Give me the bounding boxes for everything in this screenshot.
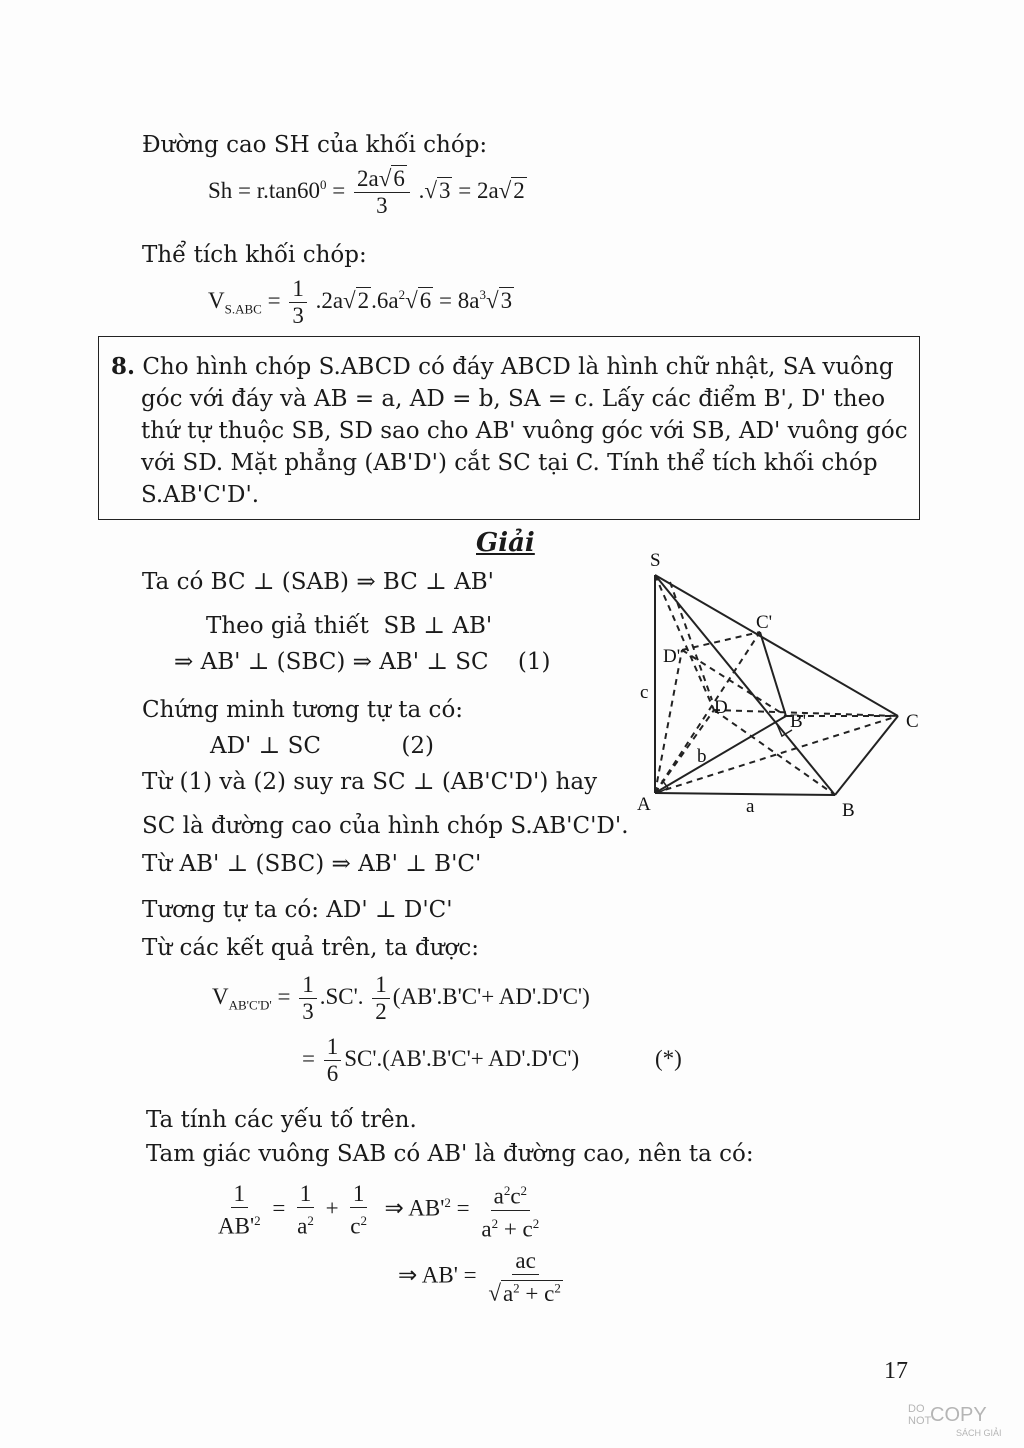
- problem-line: S.AB'C'D'.: [141, 482, 260, 508]
- line-ad-perp-dc: Tương tự ta có: AD' ⊥ D'C': [142, 897, 453, 923]
- page-number: 17: [884, 1358, 908, 1384]
- line-similar: Chứng minh tương tự ta có:: [142, 697, 464, 723]
- formula-volume: $V_{S.ABC}$ = $\frac{1}{3}$ $.2a√2.6a^2√6 = 8a^3√3$: [208, 276, 513, 328]
- line-compute: Ta tính các yếu tố trên.: [146, 1107, 417, 1133]
- line-ab-perp-bc: Từ AB' ⊥ (SBC) ⇒ AB' ⊥ B'C': [142, 851, 482, 877]
- problem-box: [98, 336, 920, 520]
- formula-v1: $V_{AB'C'D'}$ = $\frac{1}{3}$ .SC'. $\frac{1}{2}$ (AB'.B'C'+ AD'.D'C'): [212, 972, 590, 1024]
- problem-line: góc với đáy và AB = a, AD = b, SA = c. Lấy các điểm B', D' theo: [141, 386, 886, 412]
- problem-number: 8.: [111, 353, 136, 380]
- label-C-prime: C': [756, 612, 773, 633]
- label-D-prime: D': [663, 646, 681, 667]
- line-bc-perp: Ta có BC ⊥ (SAB) ⇒ BC ⊥ AB': [142, 569, 494, 595]
- formula-v2: = $\frac{1}{6}$ SC'.(AB'.B'C'+ AD'.D'C') (*): [302, 1034, 682, 1086]
- label-S: S: [650, 550, 661, 571]
- line-ad-perp-sc: AD' ⊥ SC (2): [210, 733, 434, 759]
- problem-line: thứ tự thuộc SB, SD sao cho AB' vuông góc với SB, AD' vuông góc: [141, 418, 908, 444]
- problem-line: với SD. Mặt phẳng (AB'D') cắt SC tại C. Tính thể tích khối chóp: [141, 450, 878, 476]
- height-label: Đường cao SH của khối chóp:: [142, 132, 488, 158]
- volume-label: Thể tích khối chóp:: [142, 242, 367, 268]
- line-assumption: Theo giả thiết SB ⊥ AB': [206, 613, 493, 639]
- line-triangle: Tam giác vuông SAB có AB' là đường cao, nên ta có:: [146, 1141, 754, 1167]
- label-B: B: [842, 800, 855, 821]
- tag-star: (*): [654, 1045, 682, 1071]
- label-b: b: [697, 746, 707, 767]
- line-results: Từ các kết quả trên, ta được:: [142, 935, 480, 961]
- label-A: A: [637, 794, 651, 815]
- label-a: a: [746, 796, 755, 817]
- solution-heading: Giải: [476, 528, 535, 558]
- problem-line: Cho hình chóp S.ABCD có đáy ABCD là hình chữ nhật, SA vuông: [142, 354, 894, 380]
- watermark-logo: DO NOT COPY SÁCH GIẢI: [908, 1403, 1002, 1438]
- formula-sh: $Sh = r.\tan 60^0$ = $\frac{2a√6}{3}$ .√3 = 2a√2: [208, 166, 525, 218]
- label-C: C: [906, 711, 919, 732]
- line-ab-perp-sc: ⇒ AB' ⊥ (SBC) ⇒ AB' ⊥ SC (1): [174, 649, 551, 675]
- line-sc-height: SC là đường cao của hình chóp S.AB'C'D'.: [142, 813, 629, 839]
- line-conclusion: Từ (1) và (2) suy ra SC ⊥ (AB'C'D') hay: [142, 769, 598, 795]
- pyramid-figure: [620, 540, 940, 830]
- label-D: D: [714, 697, 728, 718]
- formula-ab: ⇒ AB' = $\frac{ac}{√a^2 + c^2}$: [398, 1248, 561, 1306]
- label-c: c: [640, 682, 649, 703]
- formula-ab-squared: $\frac{1}{AB'^2}$ = $\frac{1}{a^2}$ + $\frac{1}{c^2}$ ⇒ $AB'^2$ = $\frac{a^2c^2}{a^2 + c^2}$: [212, 1178, 545, 1242]
- label-B-prime: B': [790, 711, 807, 732]
